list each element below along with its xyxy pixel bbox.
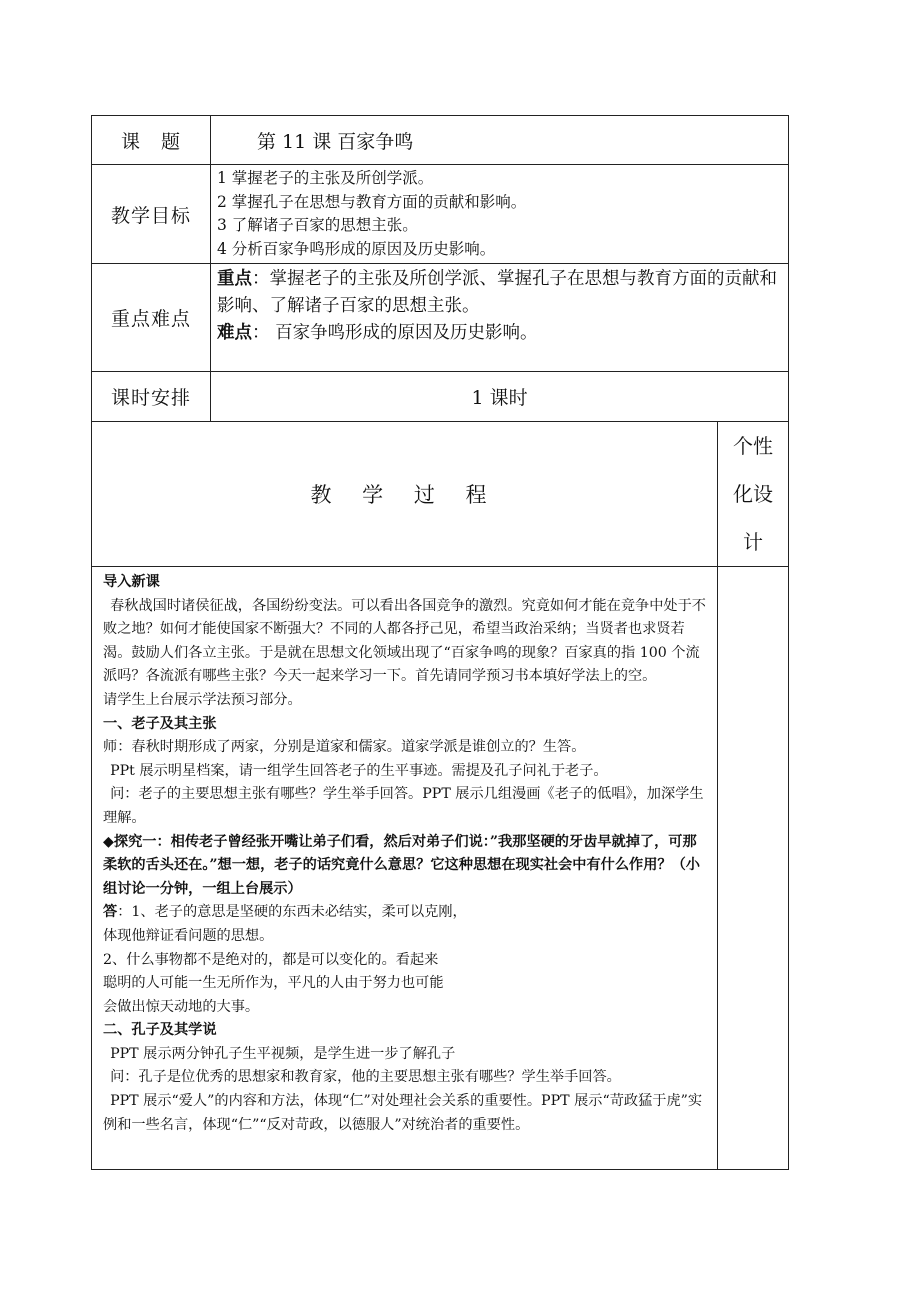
section2-heading: 二、孔子及其学说 (103, 1022, 217, 1039)
key-label: 重点 (217, 269, 252, 289)
section1-paragraph: PPt 展示明星档案，请一组学生回答老子的生平事迹。需提及孔子问礼于老子。 (110, 762, 608, 779)
keypoints-label: 重点难点 (92, 264, 211, 372)
explore-question: ◆探究一：相传老子曾经张开嘴让弟子们看，然后对弟子们说：”我那坚硬的牙齿早就掉了，可那柔软的舌头还在。”想一想，老子的话究竟什么意思？它这种思想在现实社会中有什么作用？（小组讨论一分钟，一组上台展示） (103, 833, 700, 897)
process-body-row (92, 567, 789, 1170)
keypoints-content (211, 264, 789, 372)
goal-item: 2 掌握孔子在思想与教育方面的贡献和影响。 (217, 192, 527, 211)
goals-list (211, 165, 789, 264)
hours-value: 1 课时 (211, 372, 789, 422)
section1-paragraph: 师：春秋时期形成了两家，分别是道家和儒家。道家学派是谁创立的？生答。 (103, 739, 586, 756)
process-header-row (92, 422, 789, 567)
answer-line: 答：1、老子的意思是坚硬的东西未必结实，柔可以克刚， (103, 904, 467, 921)
difficulty-label: 难点 (217, 323, 252, 343)
goals-label: 教学目标 (92, 165, 211, 264)
hours-row (92, 372, 789, 422)
personal-design-cell (718, 567, 789, 1170)
answer-line: 聪明的人可能一生无所作为，平凡的人由于努力也可能 (103, 975, 444, 992)
topic-title: 第 11 课 百家争鸣 (211, 116, 789, 165)
section1-paragraph: 问：老子的主要思想主张有哪些？学生举手回答。PPT 展示几组漫画《老子的低唱》，加深学生理解。 (103, 786, 704, 826)
intro-text-2: 请学生上台展示学法预习部分。 (103, 691, 302, 708)
goals-row (92, 165, 789, 264)
answer-line: 2、什么事物都不是绝对的，都是可以变化的。看起来 (103, 951, 439, 968)
key-text: ：掌握老子的主张及所创学派、掌握孔子在思想与教育方面的贡献和影响、了解诸子百家的思想主张。 (217, 269, 777, 316)
section1-heading: 一、老子及其主张 (103, 715, 217, 732)
intro-text: 春秋战国时诸侯征战，各国纷纷变法。可以看出各国竞争的激烈。究竟如何才能在竞争中处于不败之地？如何才能使国家不断强大？不同的人都各抒己见，希望当政治采纳；当贤者也求贤若渴。鼓励人们各立主张。于是就在思想文化领域出现了“百家争鸣的现象？百家真的指 100 个流派吗？各流派有哪些主张？今天一起来学习一下。首先请同学预习书本填好学法上的空。 (103, 597, 706, 685)
section2-paragraph: 问：孔子是位优秀的思想家和教育家，他的主要思想主张有哪些？学生举手回答。 (110, 1069, 621, 1086)
difficulty-text: ： 百家争鸣形成的原因及历史影响。 (252, 323, 538, 343)
hours-label: 课时安排 (92, 372, 211, 422)
answer-line: 会做出惊天动地的大事。 (103, 998, 260, 1015)
section2-paragraph: PPT 展示“爱人”的内容和方法，体现“仁”对处理社会关系的重要性。PPT 展示“苛政猛于虎”实例和一些名言，体现“仁”“反对苛政，以德服人”对统治者的重要性。 (103, 1093, 703, 1133)
goal-item: 4 分析百家争鸣形成的原因及历史影响。 (217, 239, 496, 258)
goal-item: 1 掌握老子的主张及所创学派。 (217, 169, 434, 187)
answer-label: 答 (103, 904, 118, 921)
process-body (92, 567, 718, 1170)
keypoints-row (92, 264, 789, 372)
intro-heading: 导入新课 (103, 574, 160, 590)
personal-design-label: 个性 化设 计 (718, 422, 789, 567)
answer-line: 体现他辩证看问题的思想。 (103, 927, 274, 944)
section2-paragraph: PPT 展示两分钟孔子生平视频，是学生进一步了解孔子 (110, 1045, 456, 1062)
lesson-plan-table (91, 115, 789, 1170)
goal-item: 3 了解诸子百家的思想主张。 (217, 216, 418, 234)
process-heading: 教 学 过 程 (92, 422, 718, 567)
topic-row (92, 116, 789, 165)
topic-label: 课 题 (92, 116, 211, 165)
